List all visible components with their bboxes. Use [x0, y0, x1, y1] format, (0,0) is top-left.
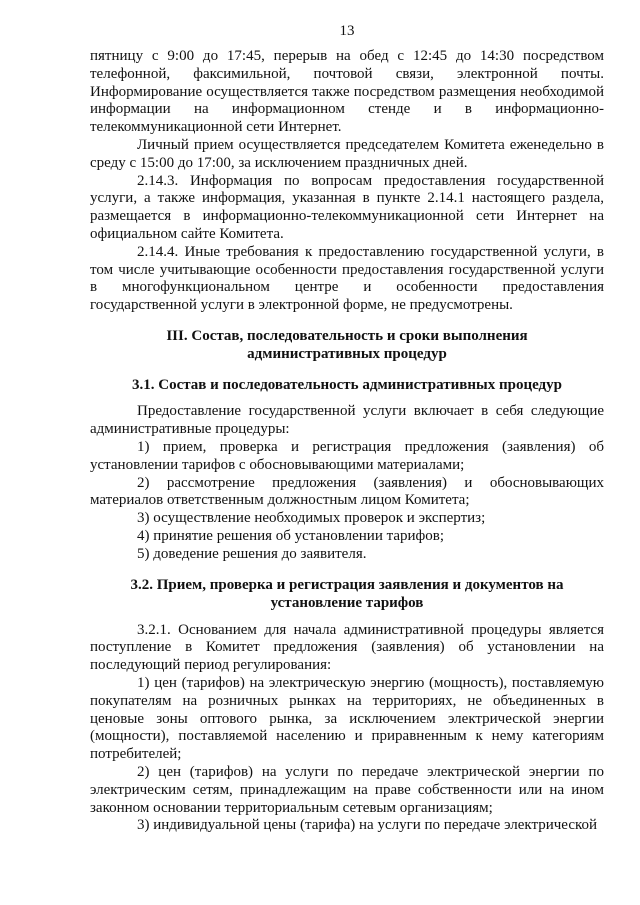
- spacer: [90, 613, 604, 622]
- paragraph: 2) рассмотрение предложения (заявления) и обосновывающих материалов ответственным должностным лицом Комитета;: [90, 474, 604, 509]
- paragraph: пятницу с 9:00 до 17:45, перерыв на обед с 12:45 до 14:30 посредством телефонной, факсимильной, почтовой связи, электронной почты. Информирование осуществляется также посредством размещения необходимой информации на информационном стенде и в информационно-телекоммуникационной сети Интернет.: [90, 48, 604, 136]
- spacer: [90, 394, 604, 403]
- paragraph: Предоставление государственной услуги включает в себя следующие административные процедуры:: [90, 403, 604, 438]
- heading-line: 3.1. Состав и последовательность административных процедур: [132, 376, 562, 393]
- heading-line: административных процедур: [247, 346, 447, 363]
- heading-line: установление тарифов: [270, 595, 424, 612]
- paragraph: 2.14.3. Информация по вопросам предоставления государственной услуги, а также информация, указанная в пункте 2.14.1 настоящего раздела, размещается в информационно-телекоммуникационной сети Интернет на официальном сайте Комитета.: [90, 172, 604, 242]
- subsection-heading: [90, 576, 604, 613]
- heading-line: III. Состав, последовательность и сроки выполнения: [166, 327, 528, 344]
- spacer: [90, 564, 604, 576]
- paragraph: 3) осуществление необходимых проверок и экспертиз;: [137, 510, 486, 527]
- paragraph: Личный прием осуществляется председателем Комитета еженедельно в среду с 15:00 до 17:00, за исключением праздничных дней.: [90, 136, 604, 171]
- paragraph: 3) индивидуальной цены (тарифа) на услуги по передаче электрической: [137, 817, 598, 834]
- section-heading: [90, 327, 604, 364]
- paragraph: 4) принятие решения об установлении тарифов;: [137, 528, 445, 545]
- spacer: [90, 315, 604, 327]
- paragraph: 5) доведение решения до заявителя.: [137, 545, 367, 562]
- document-body: [90, 48, 604, 835]
- paragraph: 2.14.4. Иные требования к предоставлению государственной услуги, в том числе учитывающие особенности предоставления государственной услуги в многофункциональном центре и особенности предоставления государственной услуги в электронной форме, не предусмотрены.: [90, 243, 604, 314]
- paragraph: 1) прием, проверка и регистрация предложения (заявления) об установлении тарифов с обосновывающими материалами;: [90, 439, 604, 473]
- paragraph: 3.2.1. Основанием для начала административной процедуры является поступление в Комитет предложения (заявления) об установлении на последующий период регулирования:: [90, 621, 604, 674]
- spacer: [90, 364, 604, 376]
- subsection-heading: [90, 376, 604, 395]
- paragraph: 2) цен (тарифов) на услуги по передаче электрической энергии по электрическим сетям, принадлежащим на праве собственности или на ином законном основании территориальным сетевым организациям;: [90, 764, 604, 816]
- paragraph: 1) цен (тарифов) на электрическую энергию (мощность), поставляемую покупателям на розничных рынках на территориях, не объединенных в ценовые зоны оптового рынка, за исключением электрической энергии (мощности), поставляемой населению и приравненным к нему категориям потребителей;: [90, 675, 604, 763]
- page-number: 13: [339, 23, 355, 39]
- heading-line: 3.2. Прием, проверка и регистрация заявления и документов на: [130, 576, 564, 593]
